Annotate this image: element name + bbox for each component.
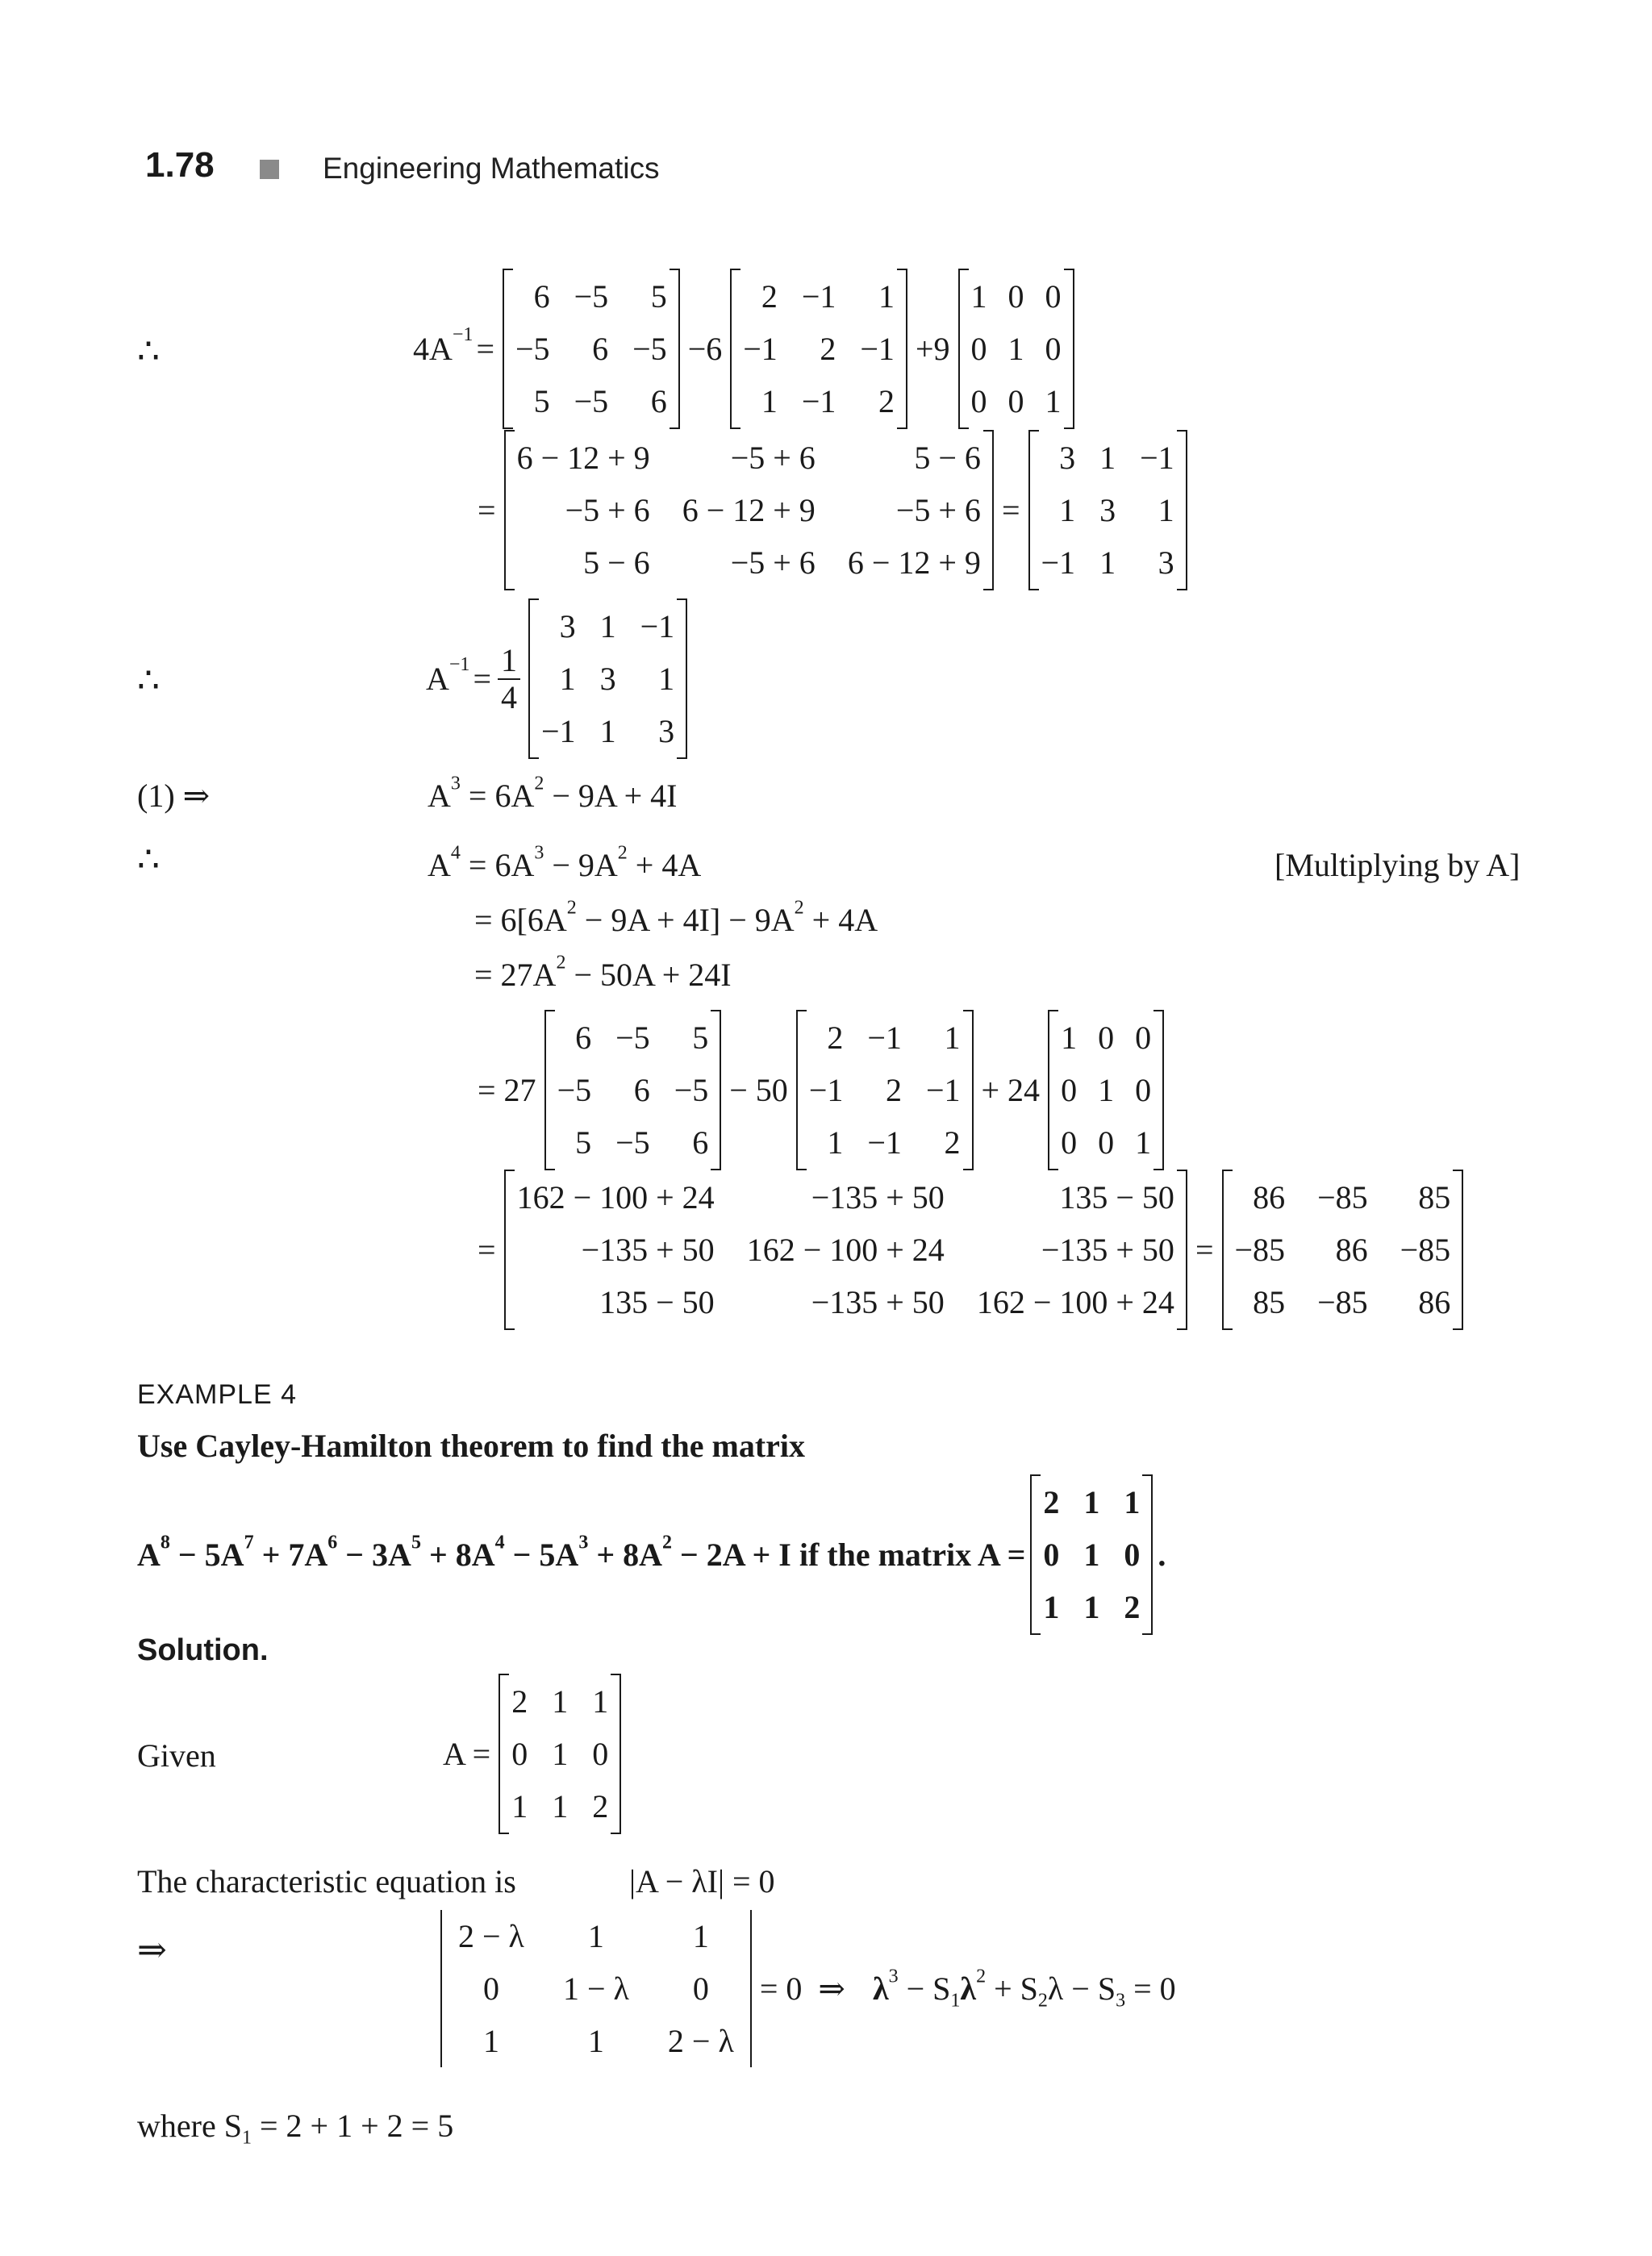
example-matrix-a: [1030, 1476, 1153, 1633]
matrix-inverse: [528, 600, 687, 757]
determinant-cell: 1: [587, 2023, 604, 2059]
matrix-cell: 1: [1045, 383, 1062, 419]
matrix-cell: 2: [761, 278, 778, 315]
matrix-cell: −1: [801, 278, 836, 315]
period: .: [1158, 1537, 1166, 1573]
matrix-cell: 5: [533, 383, 550, 419]
matrix-cell: −135 + 50: [1041, 1232, 1174, 1268]
equals-sign: =: [473, 661, 491, 697]
matrix-cell: 1: [552, 1788, 569, 1824]
matrix-cell: −85: [1317, 1284, 1368, 1320]
matrix-cell: 1: [1098, 1072, 1115, 1108]
therefore-symbol: ∴: [137, 332, 160, 371]
matrix-cell: 1: [1099, 544, 1116, 581]
matrix-cell: −1: [925, 1072, 961, 1108]
matrix-cell: −5 + 6: [565, 492, 650, 528]
matrix-cell: 3: [1059, 440, 1076, 476]
matrix-cell: −5: [574, 278, 609, 315]
determinant-cell: 1: [482, 2023, 499, 2059]
inverse-times-four-equation: [413, 270, 1079, 427]
matrix-cell: 0: [511, 1736, 528, 1772]
matrix-cell: 0: [1135, 1072, 1152, 1108]
matrix-cell: 1: [1099, 440, 1116, 476]
matrix-cell: 1: [559, 661, 576, 697]
matrix-cell: 1: [1083, 1484, 1100, 1520]
characteristic-determinant-equation: [436, 1910, 1176, 2067]
coefficient-minus-50: − 50: [729, 1072, 788, 1108]
lhs-4a-inverse: $4A^{-1}$: [413, 324, 473, 367]
matrix-cell: −5 + 6: [895, 492, 981, 528]
a-equals: A =: [443, 1736, 491, 1772]
matrix-cell: 0: [1061, 1072, 1078, 1108]
a-fourth-result: [474, 1171, 1468, 1328]
matrix-cell: 162 − 100 + 24: [976, 1284, 1174, 1320]
matrix-cell: 3: [1099, 492, 1116, 528]
matrix-cell: 6 − 12 + 9: [516, 440, 650, 476]
matrix-cell: −5: [515, 331, 550, 367]
therefore-symbol: ∴: [137, 840, 160, 879]
matrix-cell: 3: [559, 608, 576, 644]
ref-1-implies: (1) ⇒: [137, 778, 211, 814]
solution-label: Solution.: [137, 1633, 269, 1667]
characteristic-determinant: [440, 1910, 752, 2067]
lhs-a-inverse: $A^{-1}$: [426, 654, 470, 697]
header-square-icon: [260, 160, 279, 179]
determinant-cell: 2 − λ: [458, 1918, 524, 1954]
matrix-cell: 2: [827, 1020, 844, 1056]
matrix-cell: −5: [574, 383, 609, 419]
example-statement-line2: [137, 1476, 1166, 1633]
equals-sign: =: [1195, 1232, 1214, 1268]
identity-matrix: [958, 270, 1074, 427]
matrix-cell: 0: [1124, 1537, 1141, 1573]
matrix-cell: 85: [1253, 1284, 1286, 1320]
matrix-cell: 5: [692, 1020, 709, 1056]
matrix-cell: −5 + 6: [730, 544, 816, 581]
matrix-cell: 2: [511, 1683, 528, 1720]
page-number: 1.78: [145, 145, 215, 185]
example-label: EXAMPLE 4: [137, 1379, 297, 1410]
matrix-cell: 1: [1083, 1589, 1100, 1625]
matrix-cell: −5: [557, 1072, 592, 1108]
matrix-cell: 1: [1158, 492, 1174, 528]
therefore-symbol: ∴: [137, 661, 160, 700]
matrix-cell: 1: [1083, 1537, 1100, 1573]
matrix-cell: 162 − 100 + 24: [516, 1179, 715, 1216]
book-title: Engineering Mathematics: [323, 152, 660, 185]
matrix-cell: 2: [1043, 1484, 1060, 1520]
matrix-cell: −1: [541, 713, 576, 749]
where-s1: where $S_1 = 2 + 1 + 2 = 5$: [137, 2108, 454, 2149]
determinant-cell: 0: [482, 1970, 499, 2007]
identity-matrix: [1048, 1011, 1164, 1169]
matrix-cell: −1: [1140, 440, 1174, 476]
matrix-cell: −1: [860, 331, 895, 367]
matrix-cell: 0: [1007, 383, 1024, 419]
matrix-cell: 1: [552, 1736, 569, 1772]
matrix-cell: 0: [1135, 1020, 1152, 1056]
matrix-cell: 86: [1418, 1284, 1451, 1320]
multiplying-note: [Multiplying by A]: [1274, 847, 1521, 883]
matrix-cell: 0: [970, 383, 987, 419]
matrix-cell: −85: [1317, 1179, 1368, 1216]
matrix-cell: 1: [1061, 1020, 1078, 1056]
matrix-cell: −1: [867, 1020, 902, 1056]
matrix-cell: 1: [511, 1788, 528, 1824]
coefficient-plus-9: +9: [915, 331, 950, 367]
equation-a-fourth-line3: = $27A^2 - 50A + 24I$: [474, 952, 732, 993]
equals-sign: =: [478, 492, 496, 528]
characteristic-equation-text: The characteristic equation is: [137, 1863, 516, 1899]
matrix-cell: −1: [867, 1124, 902, 1161]
matrix-cell: 1: [1059, 492, 1076, 528]
matrix-cell: 1: [658, 661, 675, 697]
matrix-cell: −5: [674, 1072, 709, 1108]
matrix-cell: 6: [592, 331, 609, 367]
matrix-cell: 6: [633, 1072, 650, 1108]
matrix-cell: 1: [592, 1683, 609, 1720]
polynomial-expression: $A^8 - 5A^7 + 7A^6 - 3A^5 + 8A^4 - 5A^3 + 8A^2 - 2A + I$ if the matrix A =: [137, 1531, 1026, 1573]
matrix-result-4a-inverse: [1028, 432, 1187, 589]
a-fourth-matrix-substitution: [474, 1011, 1169, 1169]
matrix-cell: 5: [575, 1124, 592, 1161]
equation-a-fourth-line2: = $6[6A^2 - 9A + 4I] - 9A^2 + 4A$: [474, 897, 878, 938]
matrix-cell: −135 + 50: [811, 1179, 945, 1216]
matrix-cell: −135 + 50: [811, 1284, 945, 1320]
matrix-combined-expressions: [504, 432, 994, 589]
matrix-cell: 1: [1135, 1124, 1152, 1161]
equation-a-fourth-line1: $A^4 = 6A^3 - 9A^2 + 4A$: [428, 842, 702, 883]
matrix-a-squared: [544, 1011, 722, 1169]
matrix-cell: −1: [640, 608, 675, 644]
implies-symbol: ⇒: [137, 1930, 167, 1970]
matrix-cell: −5: [615, 1124, 650, 1161]
matrix-cell: 0: [1061, 1124, 1078, 1161]
matrix-cell: 162 − 100 + 24: [746, 1232, 945, 1268]
determinant-cell: 2 − λ: [667, 2023, 734, 2059]
coefficient-plus-24: + 24: [981, 1072, 1041, 1108]
matrix-cell: 3: [1158, 544, 1174, 581]
matrix-cell: 1: [761, 383, 778, 419]
equals-sign: =: [478, 1232, 496, 1268]
matrix-cell: 0: [592, 1736, 609, 1772]
example-statement-line1: Use Cayley-Hamilton theorem to find the matrix: [137, 1428, 806, 1464]
equation-a-cubed: $A^3 = 6A^2 - 9A + 4I$: [428, 773, 678, 814]
determinant-cell: 1: [692, 1918, 709, 1954]
matrix-cell: −1: [801, 383, 836, 419]
coefficient-27: = 27: [478, 1072, 536, 1108]
matrix-cell: 1: [970, 278, 987, 315]
matrix-combined-expressions: [504, 1171, 1187, 1328]
equals-sign: =: [1001, 492, 1020, 528]
matrix-cell: 1: [878, 278, 895, 315]
matrix-cell: 86: [1335, 1232, 1368, 1268]
matrix-cell: 6: [650, 383, 667, 419]
matrix-cell: 0: [1043, 1537, 1060, 1573]
matrix-cell: 1: [1007, 331, 1024, 367]
matrix-cell: 1: [552, 1683, 569, 1720]
given-matrix-equation: [440, 1675, 626, 1833]
matrix-result-a-fourth: [1222, 1171, 1464, 1328]
matrix-a: [796, 1011, 974, 1169]
determinant-cell: 0: [692, 1970, 709, 2007]
fraction-one-quarter: $\frac{1}{4}$: [498, 643, 520, 715]
matrix-cell: 6: [692, 1124, 709, 1161]
matrix-cell: −85: [1400, 1232, 1451, 1268]
inverse-times-four-simplified: [474, 432, 1192, 589]
coefficient-minus-6: −6: [687, 331, 723, 367]
matrix-cell: 5 − 6: [583, 544, 650, 581]
matrix-cell: 1: [1124, 1484, 1141, 1520]
matrix-cell: 6: [533, 278, 550, 315]
matrix-cell: 2: [592, 1788, 609, 1824]
matrix-cell: 1: [944, 1020, 961, 1056]
matrix-cell: −1: [1041, 544, 1076, 581]
matrix-cell: 1: [599, 608, 616, 644]
matrix-cell: 3: [599, 661, 616, 697]
given-matrix-a: [499, 1675, 621, 1833]
matrix-cell: 5 − 6: [914, 440, 981, 476]
matrix-cell: 85: [1418, 1179, 1451, 1216]
matrix-cell: 5: [650, 278, 667, 315]
matrix-cell: −1: [808, 1072, 844, 1108]
matrix-cell: 6 − 12 + 9: [847, 544, 981, 581]
matrix-cell: 0: [1098, 1020, 1115, 1056]
matrix-cell: 2: [878, 383, 895, 419]
matrix-cell: −85: [1234, 1232, 1286, 1268]
matrix-cell: −1: [743, 331, 778, 367]
cubic-equation: $\lambda^3 - S_1\lambda^2 + S_2\lambda - S_3 = 0$: [872, 1965, 1176, 2011]
matrix-cell: 0: [1045, 331, 1062, 367]
determinant-cell: 1: [587, 1918, 604, 1954]
matrix-cell: 0: [970, 331, 987, 367]
matrix-cell: 86: [1253, 1179, 1286, 1216]
matrix-a: [730, 270, 907, 427]
matrix-cell: −5 + 6: [730, 440, 816, 476]
matrix-cell: 1: [827, 1124, 844, 1161]
matrix-cell: 135 − 50: [599, 1284, 715, 1320]
matrix-cell: 2: [944, 1124, 961, 1161]
equals-sign: =: [476, 331, 494, 367]
determinant-cell: 1 − λ: [562, 1970, 629, 2007]
determinant-equals-zero: = 0 ⇒: [759, 1970, 845, 2007]
matrix-cell: 6 − 12 + 9: [682, 492, 816, 528]
matrix-cell: −5: [632, 331, 667, 367]
given-label: Given: [137, 1737, 216, 1774]
matrix-cell: −135 + 50: [581, 1232, 715, 1268]
matrix-cell: 3: [658, 713, 675, 749]
characteristic-equation: |A − λI| = 0: [629, 1863, 775, 1899]
matrix-cell: 0: [1098, 1124, 1115, 1161]
matrix-cell: 0: [1045, 278, 1062, 315]
inverse-equation: [426, 600, 692, 757]
matrix-cell: 6: [575, 1020, 592, 1056]
matrix-cell: 2: [820, 331, 836, 367]
matrix-cell: 2: [885, 1072, 902, 1108]
matrix-cell: 0: [1007, 278, 1024, 315]
matrix-cell: 1: [1043, 1589, 1060, 1625]
matrix-cell: 1: [599, 713, 616, 749]
matrix-cell: 2: [1124, 1589, 1141, 1625]
matrix-a-squared: [503, 270, 680, 427]
matrix-cell: 135 − 50: [1059, 1179, 1174, 1216]
matrix-cell: −5: [615, 1020, 650, 1056]
